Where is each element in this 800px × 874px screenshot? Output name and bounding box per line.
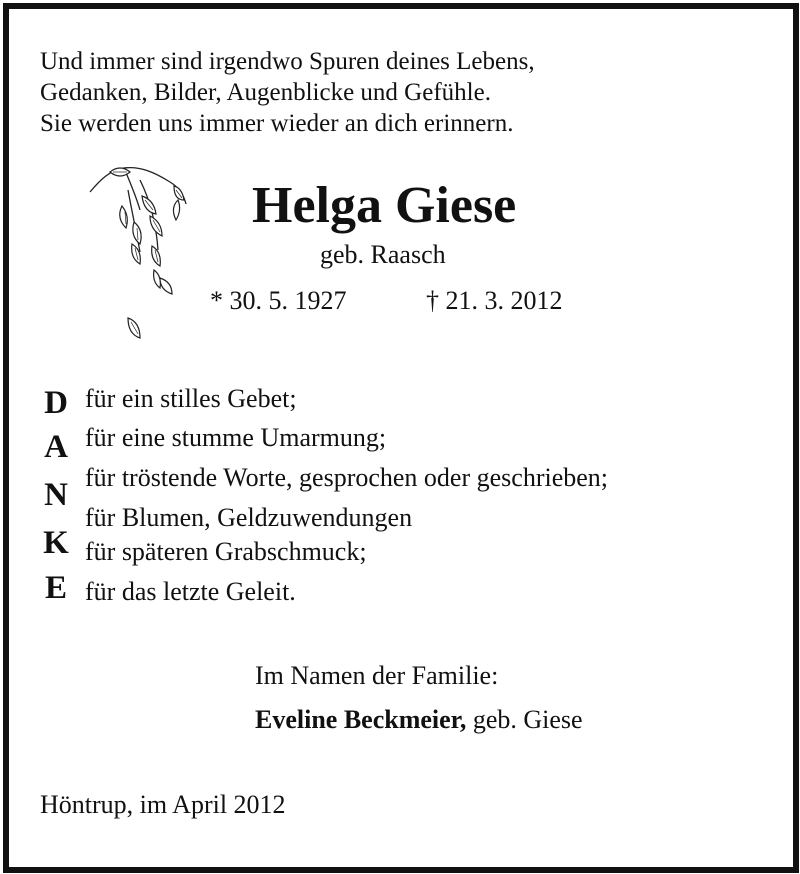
- deceased-name: Helga Giese: [252, 177, 517, 234]
- acrostic-letter: N: [44, 477, 68, 513]
- family-intro: Im Namen der Familie:: [255, 661, 499, 690]
- thanks-line: für späteren Grabschmuck;: [85, 537, 367, 566]
- thanks-line: für eine stumme Umarmung;: [85, 423, 387, 452]
- place-date: Höntrup, im April 2012: [40, 790, 286, 819]
- birth-date: * 30. 5. 1927: [210, 286, 347, 315]
- family-signature: [255, 705, 583, 735]
- acrostic-letter: K: [43, 525, 69, 561]
- thanks-line: für Blumen, Geldzuwendungen: [85, 503, 413, 532]
- birch-branch-icon: [88, 160, 198, 355]
- signer-name: Eveline Beckmeier,: [255, 705, 467, 734]
- poem-line: Sie werden uns immer wieder an dich erinnern.: [40, 110, 514, 137]
- thanks-line: für tröstende Worte, gesprochen oder geschrieben;: [85, 463, 609, 492]
- acrostic-letter: A: [44, 429, 68, 465]
- poem-line: Gedanken, Bilder, Augenblicke und Gefühle.: [40, 79, 491, 106]
- acrostic-letter: E: [44, 570, 67, 606]
- thanks-line: für ein stilles Gebet;: [85, 384, 297, 413]
- thanks-line: für das letzte Geleit.: [85, 577, 296, 606]
- maiden-name: geb. Raasch: [320, 240, 446, 269]
- signer-maiden-name: geb. Giese: [466, 705, 583, 734]
- poem: [40, 46, 535, 139]
- poem-line: Und immer sind irgendwo Spuren deines Lebens,: [40, 48, 535, 75]
- acrostic-letter: D: [44, 385, 68, 421]
- death-date: † 21. 3. 2012: [426, 286, 563, 315]
